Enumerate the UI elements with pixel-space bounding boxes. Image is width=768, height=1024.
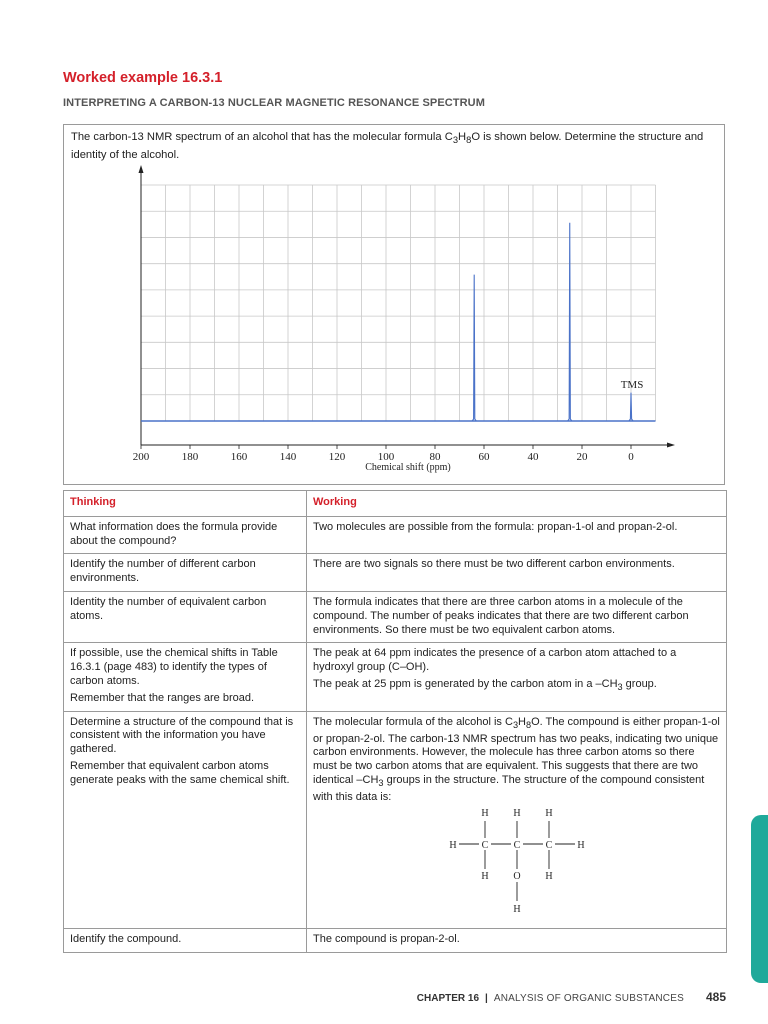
spectrum-peak — [568, 223, 572, 421]
thinking-cell: Identify the number of different carbon environments. — [64, 554, 307, 592]
working-cell: Two molecules are possible from the formula: propan-1-ol and propan-2-ol. — [307, 516, 727, 554]
propan-2-ol-structure — [447, 807, 597, 923]
thinking-cell: If possible, use the chemical shifts in Table 16.3.1 (page 483) to identify the types of carbon atoms. Remember that the ranges are broad. — [64, 643, 307, 711]
x-tick-label: 100 — [377, 451, 395, 463]
tms-peak — [629, 393, 633, 421]
thinking-header: Thinking — [64, 491, 307, 517]
table-row — [64, 516, 727, 554]
working-cell: The compound is propan-2-ol. — [307, 928, 727, 952]
x-tick-label: 160 — [230, 451, 248, 463]
chapter-side-tab — [751, 815, 768, 983]
atom-h: H — [545, 807, 553, 819]
atom-h: H — [513, 807, 521, 819]
x-tick-label: 40 — [527, 451, 539, 463]
working-header: Working — [307, 491, 727, 517]
footer-separator: | — [485, 993, 488, 1004]
atom-c: C — [545, 839, 553, 851]
atom-h: H — [449, 839, 457, 851]
x-tick-label: 120 — [328, 451, 346, 463]
thinking-working-table — [63, 490, 727, 953]
footer-chapter: CHAPTER 16 — [416, 993, 480, 1004]
chart-axes — [139, 165, 676, 448]
x-tick-label: 180 — [181, 451, 199, 463]
tms-annotation: TMS — [620, 379, 644, 391]
x-axis-label: Chemical shift (ppm) — [365, 462, 451, 473]
working-cell: The molecular formula of the alcohol is $C_3H_8O$. The compound is either propan-1-ol or propan-2-ol. The carbon-13 NMR spectrum has two peaks, indicating two unique carbon environments. However, the molecule has three carbon atoms so there must be two carbon atoms that are equivalent. This suggests that there are two identical $-CH_3$ groups in the structure. The structure of the compound consistent with this data is: H H H H C C C H H O H H — [307, 711, 727, 928]
x-tick-label: 60 — [478, 451, 490, 463]
spectrum-peak — [472, 275, 476, 421]
thinking-cell: What information does the formula provide about the compound? — [64, 516, 307, 554]
x-tick-label: 0 — [628, 451, 634, 463]
table-row — [64, 554, 727, 592]
table-row — [64, 591, 727, 642]
footer-section: ANALYSIS OF ORGANIC SUBSTANCES — [493, 993, 684, 1004]
question-box — [63, 124, 725, 485]
thinking-cell: Determine a structure of the compound that is consistent with the information you have gathered. Remember that equivalent carbon atoms generate peaks with the same chemical shift. — [64, 711, 307, 928]
x-tick-label: 80 — [429, 451, 441, 463]
table-row — [64, 643, 727, 711]
spectrum-trace — [141, 223, 656, 421]
worked-example-subheading: INTERPRETING A CARBON-13 NUCLEAR MAGNETIC RESONANCE SPECTRUM — [63, 97, 485, 109]
atom-c: C — [481, 839, 489, 851]
x-tick-labels — [133, 445, 635, 463]
chart-grid — [141, 185, 656, 421]
thinking-cell: Identity the number of equivalent carbon atoms. — [64, 591, 307, 642]
atom-h: H — [577, 839, 585, 851]
x-tick-label: 200 — [132, 451, 150, 463]
atom-c: C — [513, 839, 521, 851]
x-tick-label: 140 — [279, 451, 297, 463]
table-row — [64, 711, 727, 928]
page-footer — [417, 990, 726, 1004]
page-number: 485 — [705, 990, 726, 1004]
nmr-spectrum-chart — [64, 125, 724, 484]
thinking-cell: Identify the compound. — [64, 928, 307, 952]
x-tick-label: 20 — [576, 451, 588, 463]
working-cell: The peak at 64 ppm indicates the presence of a carbon atom attached to a hydroxyl group (C–OH). The peak at 25 ppm is generated by the carbon atom in a $-CH_3$ group. — [307, 643, 727, 711]
atom-h: H — [513, 903, 521, 915]
atom-o: O — [513, 870, 521, 882]
working-cell: There are two signals so there must be two different carbon environments. — [307, 554, 727, 592]
atom-h: H — [481, 870, 489, 882]
atom-h: H — [545, 870, 553, 882]
working-cell: The formula indicates that there are three carbon atoms in a molecule of the compound. The number of peaks indicates that there are two different carbon environments. So there must be two equivalent carbon atoms. — [307, 591, 727, 642]
question-text: The carbon-13 NMR spectrum of an alcohol that has the molecular formula $C_3H_8O$ is shown below. Determine the structure and identity of the alcohol. — [71, 131, 704, 161]
worked-example-heading: Worked example 16.3.1 — [63, 70, 223, 86]
atom-h: H — [481, 807, 489, 819]
table-row — [64, 928, 727, 952]
